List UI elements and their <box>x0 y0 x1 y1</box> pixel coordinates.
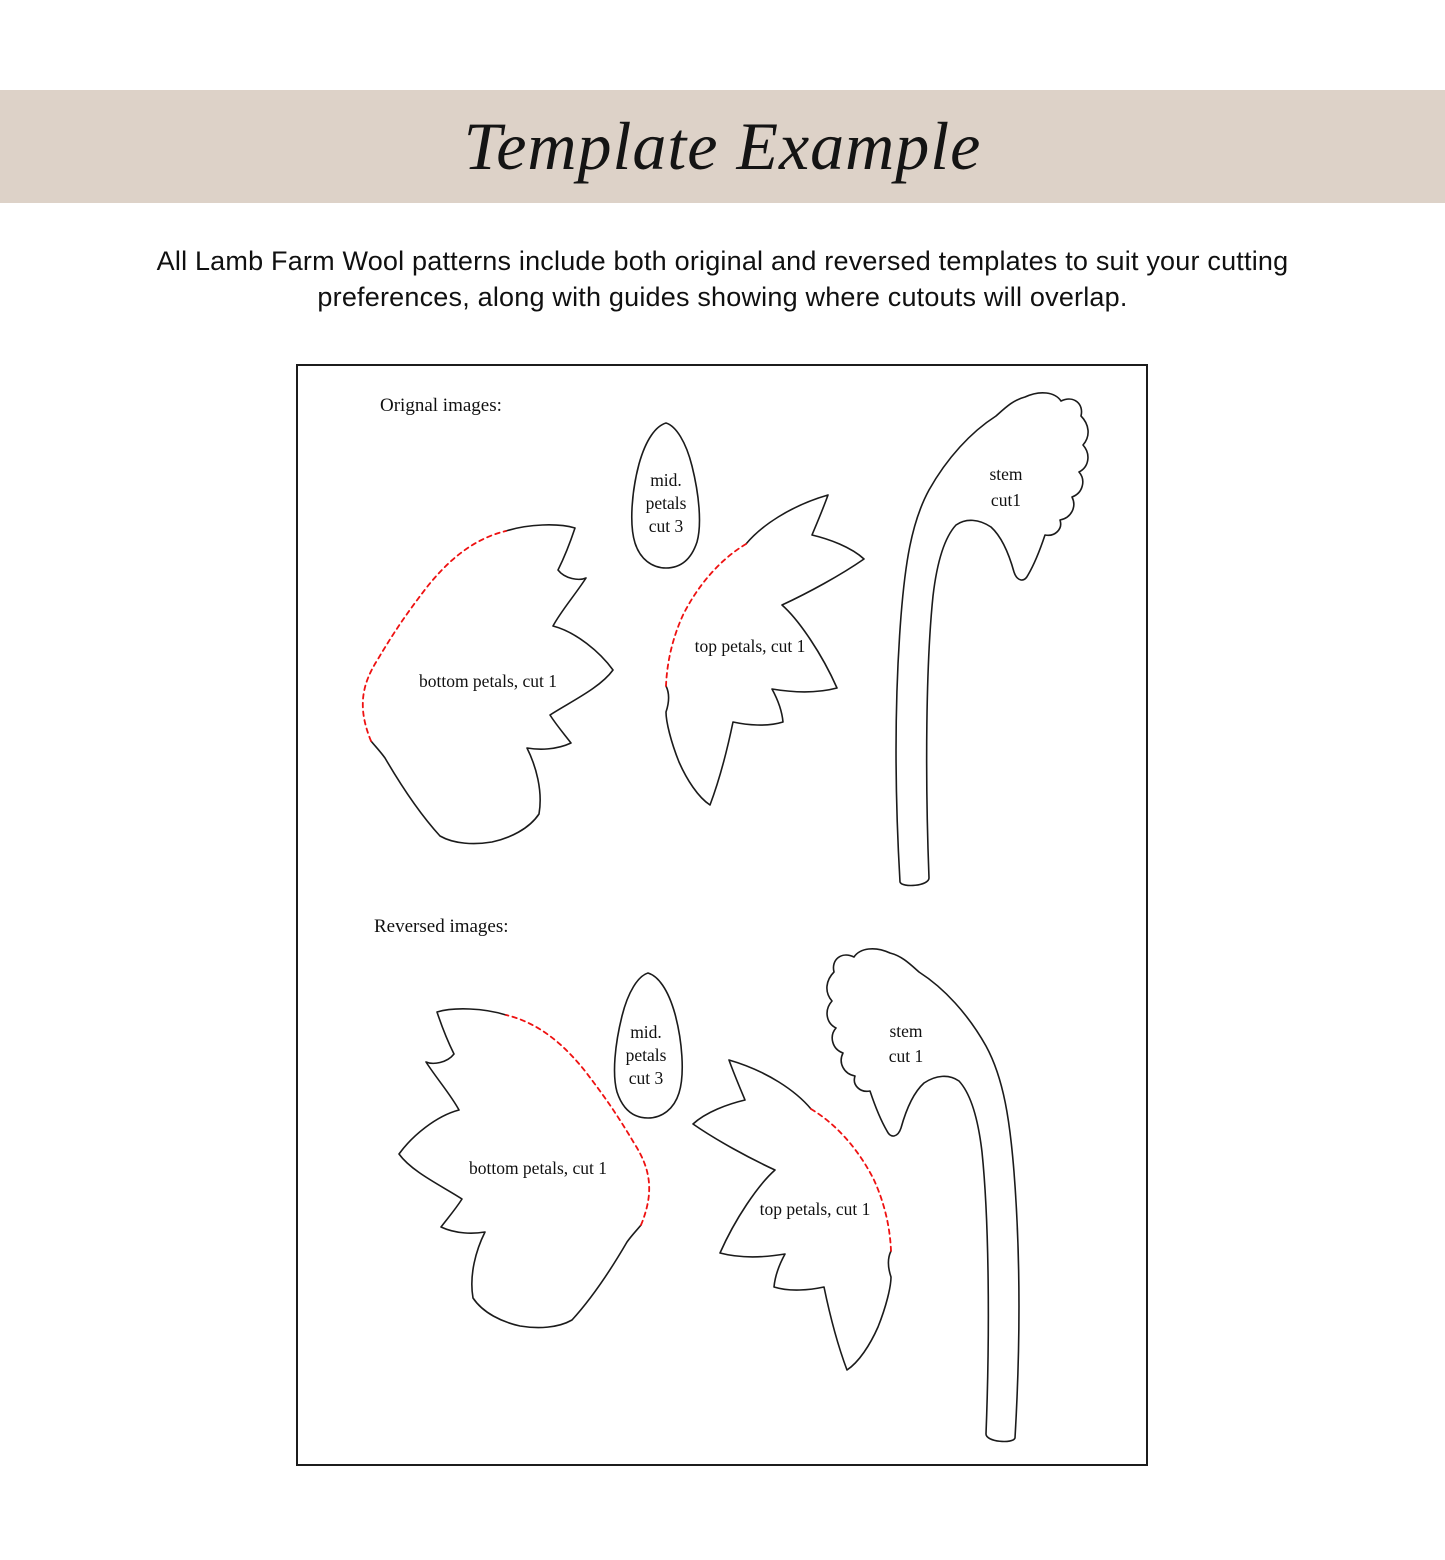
reversed-stem-template <box>827 949 1019 1442</box>
reversed-bottom-petals-label: bottom petals, cut 1 <box>468 1158 608 1178</box>
original-top-petals-label: top petals, cut 1 <box>694 636 806 656</box>
template-sheet <box>296 364 1148 1466</box>
reversed-mid-petals-label-line3: cut 3 <box>628 1068 664 1088</box>
original-mid-petals-label-line1: mid. <box>650 470 682 490</box>
original-bottom-petals-label: bottom petals, cut 1 <box>418 671 558 691</box>
original-section-heading: Orignal images: <box>380 395 502 416</box>
page-title: Template Example <box>463 108 982 184</box>
intro-line-2: preferences, along with guides showing where cutouts will overlap. <box>317 282 1128 312</box>
reversed-section-heading: Reversed images: <box>374 916 509 937</box>
intro-line-1: All Lamb Farm Wool patterns include both original and reversed templates to suit your cutting <box>156 246 1289 276</box>
intro-paragraph <box>0 243 1445 315</box>
original-mid-petals-label-line2: petals <box>645 493 687 513</box>
reversed-stem-label-line1: stem <box>889 1021 923 1041</box>
title-band <box>0 90 1445 203</box>
original-mid-petals-label-line3: cut 3 <box>648 516 684 536</box>
reversed-top-petals-label: top petals, cut 1 <box>759 1199 871 1219</box>
reversed-stem-label-line2: cut 1 <box>888 1046 924 1066</box>
original-stem-label-line1: stem <box>989 464 1023 484</box>
template-drawings <box>298 366 1146 1464</box>
reversed-mid-petals-label-line2: petals <box>625 1045 667 1065</box>
original-stem-label-line2: cut1 <box>990 490 1022 510</box>
reversed-mid-petals-label-line1: mid. <box>630 1022 662 1042</box>
